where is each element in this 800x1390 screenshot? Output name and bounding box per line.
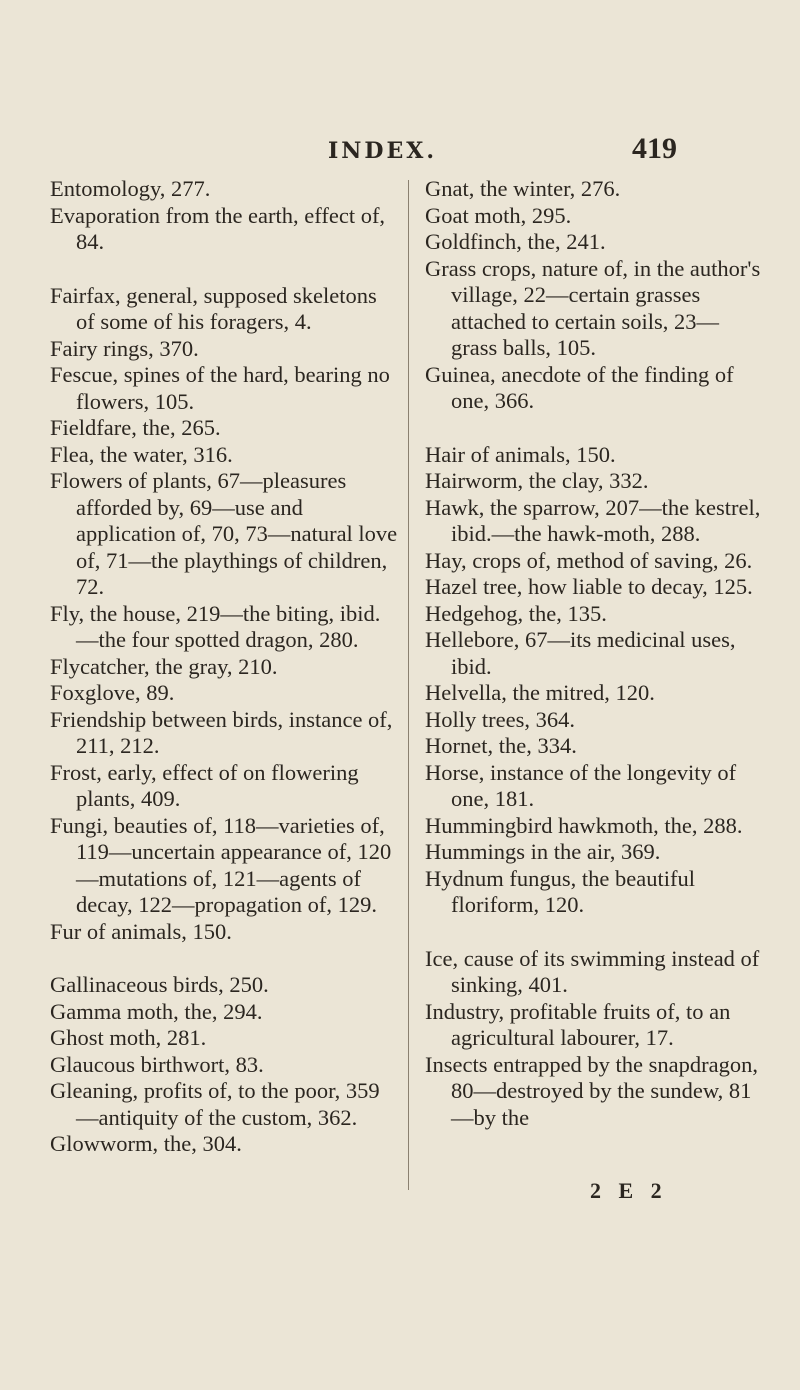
page-number: 419 xyxy=(632,132,677,165)
index-entry: Grass crops, nature of, in the author's village, 22—certain grasses attached to certain soils, 23—grass balls, 105. xyxy=(425,255,761,360)
index-entry: Gnat, the winter, 276. xyxy=(425,176,621,201)
index-entry: Hazel tree, how liable to decay, 125. xyxy=(425,574,753,599)
index-entry: Hair of animals, 150. xyxy=(425,441,616,467)
index-entry: Ghost moth, 281. xyxy=(50,1025,207,1050)
running-title: INDEX. xyxy=(328,138,437,164)
index-entry: Fungi, beauties of, 118—varieties of, 119—uncertain appearance of, 120—mutations of, 121—agents of decay, 122—propagation of, 129. xyxy=(50,812,392,917)
index-entry: Hellebore, 67—its medicinal uses, ibid. xyxy=(425,627,736,679)
index-entry: Fescue, spines of the hard, bearing no flowers, 105. xyxy=(50,362,390,414)
index-entry: Gamma moth, the, 294. xyxy=(50,998,263,1024)
index-entry: Fieldfare, the, 265. xyxy=(50,415,221,440)
index-entry: Holly trees, 364. xyxy=(425,706,575,732)
index-entry: Insects entrapped by the snapdragon, 80—destroyed by the sundew, 81—by the xyxy=(425,1051,759,1130)
index-entry: Flowers of plants, 67—pleasures afforded by, 69—use and application of, 70, 73—natural love of, 71—the playthings of children, 72. xyxy=(50,468,398,599)
index-entry: Frost, early, effect of on flowering plants, 409. xyxy=(50,759,359,811)
index-entry: Guinea, anecdote of the finding of one, 366. xyxy=(425,361,734,413)
index-entry: Foxglove, 89. xyxy=(50,680,175,705)
page-header xyxy=(0,132,800,172)
index-entry: Flea, the water, 316. xyxy=(50,441,233,467)
index-column-right xyxy=(425,176,765,1131)
index-entry: Hornet, the, 334. xyxy=(425,733,577,758)
index-entry: Goldfinch, the, 241. xyxy=(425,229,606,254)
index-column-left xyxy=(50,176,400,1158)
index-entry: Fur of animals, 150. xyxy=(50,918,232,944)
index-entry: Fairy rings, 370. xyxy=(50,335,199,361)
index-entry: Fairfax, general, supposed skeletons of some of his foragers, 4. xyxy=(50,282,377,334)
index-entry: Glowworm, the, 304. xyxy=(50,1131,242,1156)
index-entry: Entomology, 277. xyxy=(50,176,211,201)
index-entry: Gallinaceous birds, 250. xyxy=(50,972,269,997)
index-entry: Flycatcher, the gray, 210. xyxy=(50,653,278,679)
index-entry: Helvella, the mitred, 120. xyxy=(425,680,655,705)
index-entry: Hay, crops of, method of saving, 26. xyxy=(425,547,753,573)
index-entry: Industry, profitable fruits of, to an agricultural labourer, 17. xyxy=(425,998,731,1050)
signature-mark: 2 E 2 xyxy=(590,1178,668,1203)
column-divider xyxy=(408,180,409,1190)
index-entry: Horse, instance of the longevity of one, 181. xyxy=(425,759,737,811)
index-entry: Ice, cause of its swimming instead of sinking, 401. xyxy=(425,945,760,997)
index-entry: Gleaning, profits of, to the poor, 359—antiquity of the custom, 362. xyxy=(50,1078,380,1130)
index-entry: Hummings in the air, 369. xyxy=(425,839,661,864)
index-entry: Hedgehog, the, 135. xyxy=(425,600,607,626)
index-entry: Goat moth, 295. xyxy=(425,202,572,228)
index-entry: Fly, the house, 219—the biting, ibid.—the four spotted dragon, 280. xyxy=(50,600,381,652)
index-entry: Evaporation from the earth, effect of, 84. xyxy=(50,202,386,254)
index-entry: Friendship between birds, instance of, 211, 212. xyxy=(50,706,393,758)
index-entry: Hawk, the sparrow, 207—the kestrel, ibid.—the hawk-moth, 288. xyxy=(425,494,761,546)
index-entry: Hairworm, the clay, 332. xyxy=(425,468,649,493)
index-entry: Glaucous birthwort, 83. xyxy=(50,1051,264,1077)
index-entry: Hydnum fungus, the beautiful floriform, 120. xyxy=(425,865,695,917)
index-entry: Hummingbird hawkmoth, the, 288. xyxy=(425,812,743,838)
